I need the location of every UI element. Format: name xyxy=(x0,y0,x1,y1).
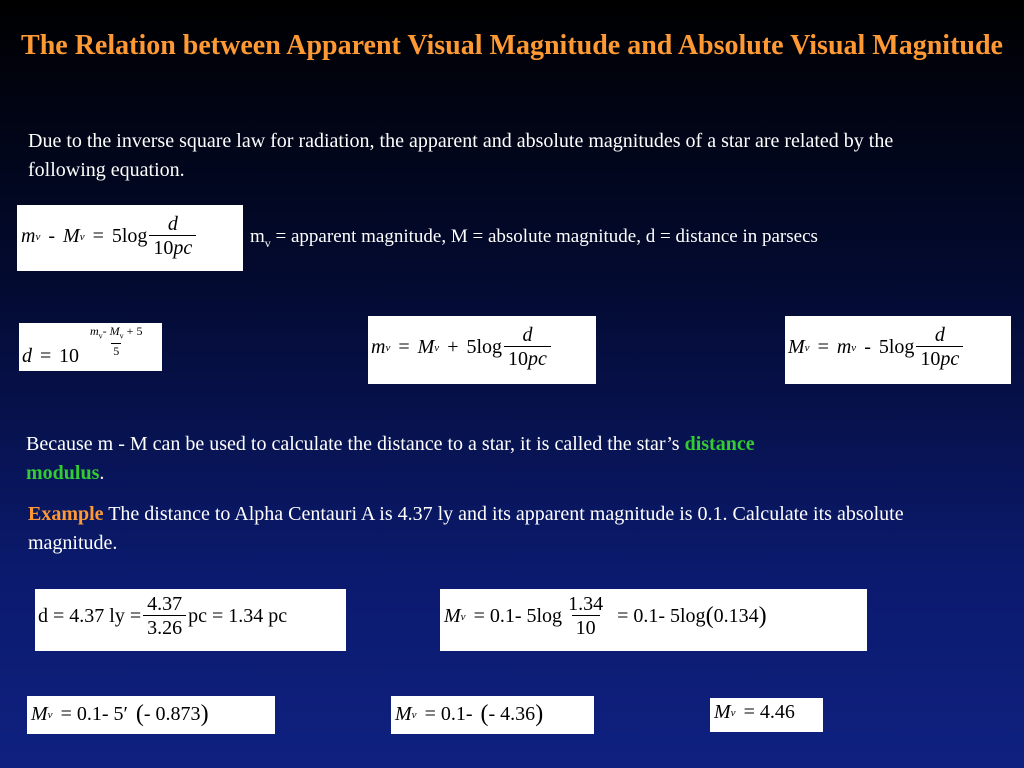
example-text: The distance to Alpha Centauri A is 4.37 ly and its apparent magnitude is 0.1. Calculate its absolute magnitude. xyxy=(28,503,904,554)
eq-operator: - xyxy=(48,225,56,247)
eq-operator: + xyxy=(447,336,459,358)
paren: ( xyxy=(705,603,714,629)
eq-symbol: m xyxy=(21,225,36,247)
legend-sub: v xyxy=(264,235,271,250)
paren: ( xyxy=(480,701,489,727)
eq-sub: v xyxy=(47,708,53,721)
step1-equation xyxy=(27,696,275,734)
paren: ( xyxy=(135,701,144,727)
calc-denominator: 10 xyxy=(572,615,600,640)
calc-expression: = 0.1- 5log xyxy=(473,605,563,627)
eq-base: 10 xyxy=(59,345,79,367)
eq-fraction xyxy=(504,324,551,371)
step2-equation xyxy=(391,696,594,734)
eq-numerator: d xyxy=(934,324,945,346)
magnitude-calculation xyxy=(440,589,867,651)
calc-inner: 0.134 xyxy=(713,605,759,627)
eq-denominator: 10 xyxy=(920,348,941,370)
eq-sub: v xyxy=(804,341,810,354)
eq-operator: = xyxy=(40,345,52,367)
modulus-term: distance xyxy=(684,433,755,455)
calc-lhs: d = 4.37 ly = xyxy=(38,605,142,627)
eq-numerator: d xyxy=(167,213,178,235)
eq-sub: v xyxy=(851,341,857,354)
example-paragraph xyxy=(28,500,938,558)
eq-exponent-fraction xyxy=(88,324,144,359)
eq-coefficient: 5log xyxy=(466,336,503,358)
absolute-magnitude-equation xyxy=(785,316,1011,384)
eq-denominator: 5 xyxy=(113,344,120,359)
main-equation xyxy=(17,205,243,271)
calc-fraction xyxy=(564,593,607,640)
eq-symbol: m xyxy=(836,336,852,358)
eq-numerator: d xyxy=(522,324,533,346)
eq-denominator: 10 xyxy=(153,237,174,259)
eq-denominator: pc xyxy=(940,348,960,370)
eq-sub: v xyxy=(98,331,103,341)
eq-symbol: m xyxy=(90,324,99,338)
intro-text: Due to the inverse square law for radiation, the apparent and absolute magnitudes of a star are related by the following equation. xyxy=(28,130,894,181)
eq-constant: + 5 xyxy=(123,324,143,338)
slide-title: The Relation between Apparent Visual Magnitude and Absolute Visual Magnitude xyxy=(21,30,1003,61)
eq-sub: v xyxy=(460,610,466,623)
eq-fraction xyxy=(149,213,196,260)
eq-symbol: M xyxy=(417,336,435,358)
calc-numerator: 1.34 xyxy=(568,593,604,615)
eq-sub: v xyxy=(119,331,124,341)
eq-coefficient: 5log xyxy=(111,225,148,247)
calc-expression: = 0.1- 5′ xyxy=(60,703,128,725)
eq-operator: = xyxy=(398,336,410,358)
eq-sub: v xyxy=(434,341,440,354)
eq-sub: v xyxy=(35,230,41,243)
paren: ) xyxy=(535,701,544,727)
result-equation xyxy=(710,698,823,732)
eq-operator: - xyxy=(864,336,871,358)
intro-paragraph xyxy=(28,127,968,185)
eq-sub: v xyxy=(411,708,417,721)
eq-symbol: M xyxy=(714,701,731,723)
eq-symbol: M xyxy=(109,324,120,338)
eq-denominator: pc xyxy=(173,237,193,259)
calc-expression: = 0.1- xyxy=(424,703,473,725)
example-label: Example xyxy=(28,503,104,525)
paren: ) xyxy=(758,603,767,629)
calc-inner: - 0.873 xyxy=(143,703,201,725)
eq-coefficient: 5log xyxy=(878,336,915,358)
modulus-term: modulus xyxy=(26,462,100,484)
eq-symbol: d xyxy=(22,345,32,367)
result-value: = 4.46 xyxy=(743,701,795,723)
eq-operator: = xyxy=(92,225,104,247)
calc-rhs: pc = 1.34 pc xyxy=(188,605,288,627)
calc-expression: = 0.1- 5log xyxy=(617,605,706,627)
calc-inner: - 4.36 xyxy=(488,703,536,725)
eq-sub: v xyxy=(385,341,391,354)
modulus-text: Because m - M can be used to calculate the distance to a star, it is called the star’s xyxy=(26,433,685,455)
distance-equation xyxy=(19,323,162,371)
eq-denominator: 10 xyxy=(508,348,529,370)
legend-m: m xyxy=(250,226,265,247)
eq-operator: - xyxy=(102,324,110,338)
legend-text xyxy=(250,222,818,258)
modulus-period: . xyxy=(99,462,105,484)
distance-calculation xyxy=(35,589,346,651)
eq-denominator: pc xyxy=(528,348,547,370)
calc-denominator: 3.26 xyxy=(143,615,186,640)
eq-symbol: M xyxy=(63,225,80,247)
eq-symbol: M xyxy=(31,703,48,725)
eq-operator: = xyxy=(817,336,829,358)
apparent-magnitude-equation xyxy=(368,316,596,384)
eq-sub: v xyxy=(730,706,736,719)
eq-sub: v xyxy=(79,230,85,243)
eq-symbol: M xyxy=(395,703,412,725)
distance-modulus-paragraph xyxy=(26,430,986,488)
calc-numerator: 4.37 xyxy=(147,593,183,615)
paren: ) xyxy=(200,701,209,727)
eq-symbol: M xyxy=(788,336,805,358)
eq-symbol: m xyxy=(371,336,386,358)
eq-symbol: M xyxy=(444,605,461,627)
eq-fraction xyxy=(916,324,963,371)
legend-definitions: = apparent magnitude, M = absolute magnitude, d = distance in parsecs xyxy=(270,226,818,247)
calc-fraction xyxy=(143,593,186,640)
